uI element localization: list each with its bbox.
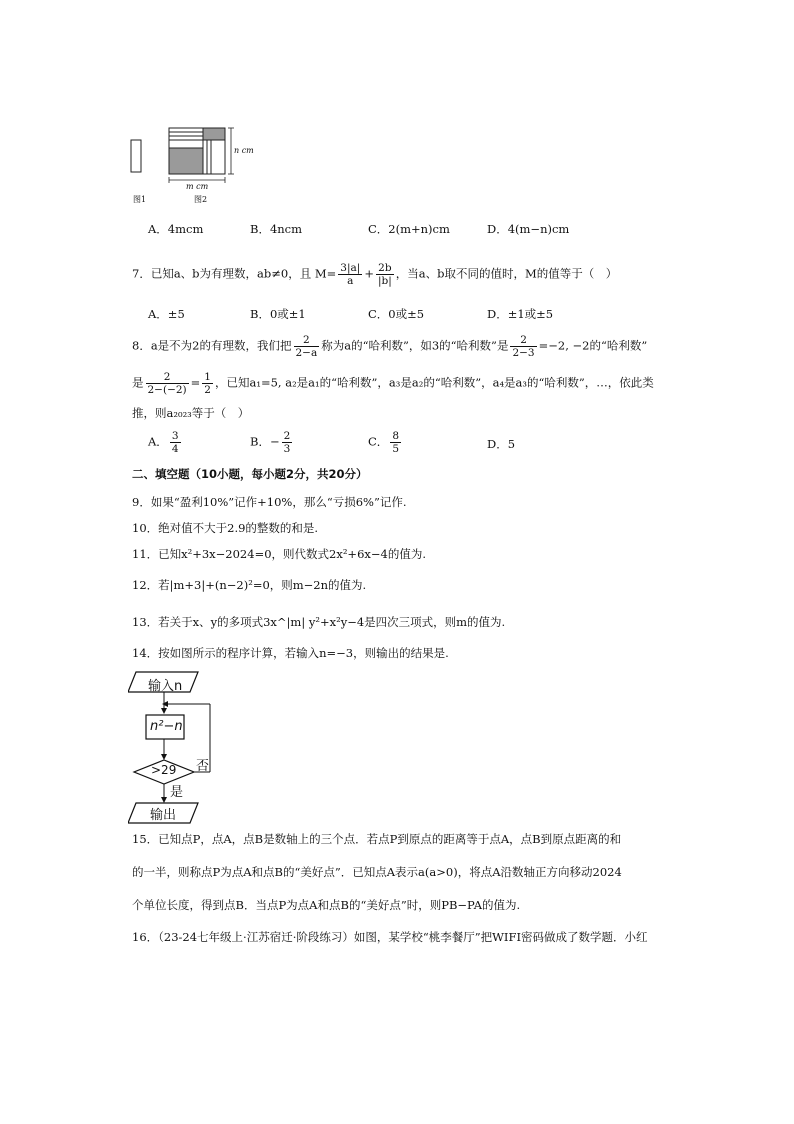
q15-line3: 个单位长度，得到点B．当点P为点A和点B的“美好点”时，则PB−PA的值为. <box>132 898 521 912</box>
q7-option-c: C．0或±5 <box>368 307 425 321</box>
q6-option-d: D．4(m−n)cm <box>487 222 570 236</box>
q7-question: ，当a、b取不同的值时，M的值等于（ ） <box>395 266 618 281</box>
flow-no-label: 否 <box>196 759 210 774</box>
q8-line1: 8．a是不为2的有理数，我们把 $\frac{2}{2-a}$ 称为a的“哈利数”，如3的“哈利数”是 $\frac{2}{2-3}$ =−2, −2的“哈利数” <box>132 334 648 359</box>
flow-output-label: 输出 <box>150 808 177 823</box>
q6-option-b: B．4ncm <box>250 222 303 236</box>
q7-option-d: D．±1或±5 <box>487 307 554 321</box>
q8-option-d: D．5 <box>487 437 516 451</box>
q9: 9．如果“盈利10%”记作+10%，那么“亏损6%”记作. <box>132 495 407 509</box>
q7-option-b: B．0或±1 <box>250 307 306 321</box>
q12: 12．若|m+3|+(n−2)²=0，则m−2n的值为. <box>132 578 367 592</box>
q7-option-a: A．±5 <box>148 307 185 321</box>
n-dimension-label: n cm <box>234 146 254 155</box>
q15-line2: 的一半，则称点P为点A和点B的“美好点”．已知点A表示a(a>0)，将点A沿数轴正方向移动2024 <box>132 865 622 879</box>
flow-cond-label: >29 <box>151 763 177 777</box>
fig2-label: 图2 <box>194 195 208 204</box>
q6-option-a: A．4mcm <box>148 222 204 236</box>
q7-prefix: 7．已知 <box>132 266 174 281</box>
q7-frac2: $\frac{2b}{|b|}$ <box>377 262 392 287</box>
q13: 13．若关于x、y的多项式3x^|m| y²+x²y−4是四次三项式，则m的值为. <box>132 615 506 629</box>
q16: 16．（23-24七年级上·江苏宿迁·阶段练习）如图，某学校“桃李餐厅”把WIFI密码做成了数学题．小红 <box>132 930 648 944</box>
q8-line2: 是 $\frac{2}{2-(-2)}$ = $\frac{1}{2}$ ，已知a₁=5, a₂是a₁的“哈利数”，a₃是a₂的“哈利数”，a₄是a₃的“哈利数”，…，依此类 <box>132 371 654 396</box>
flow-yes-label: 是 <box>170 785 184 800</box>
q7-condition: a、b为有理数，ab≠0，且 <box>173 266 312 281</box>
q6-option-c: C．2(m+n)cm <box>368 222 450 236</box>
flow-process-label: n²−n <box>150 719 183 734</box>
q7-stem: 7．已知a、b为有理数，ab≠0，且 M= $\frac{3|a|}{a}$ + $\frac{2b}{|b|}$ ，当a、b取不同的值时，M的值等于（ ） <box>132 262 618 287</box>
q15-line1: 15．已知点P，点A，点B是数轴上的三个点．若点P到原点的距离等于点A，点B到原点距离的和 <box>132 832 622 846</box>
q7-m: M= <box>311 266 337 281</box>
flow-input-label: 输入n <box>148 679 183 694</box>
q11: 11．已知x²+3x−2024=0，则代数式2x²+6x−4的值为. <box>132 547 426 561</box>
q8-line3: 推，则a₂₀₂₃等于（ ） <box>132 406 250 420</box>
fig1-strip <box>131 140 141 172</box>
q8-option-b: B．− $\frac{2}{3}$ <box>250 430 291 455</box>
q10: 10．绝对值不大于2.9的整数的和是. <box>132 521 319 535</box>
q8-option-c: C． $\frac{8}{5}$ <box>368 430 399 455</box>
q8-option-a: A． $\frac{3}{4}$ <box>148 430 179 455</box>
fig1-label: 图1 <box>133 195 147 204</box>
section-fill-in-title: 二、填空题（10小题，每小题2分，共20分） <box>132 467 368 481</box>
m-dimension-label: m cm <box>186 182 209 191</box>
q7-frac1: $\frac{3|a|}{a}$ <box>340 262 361 287</box>
q14: 14．按如图所示的程序计算，若输入n=−3，则输出的结果是. <box>132 646 449 660</box>
